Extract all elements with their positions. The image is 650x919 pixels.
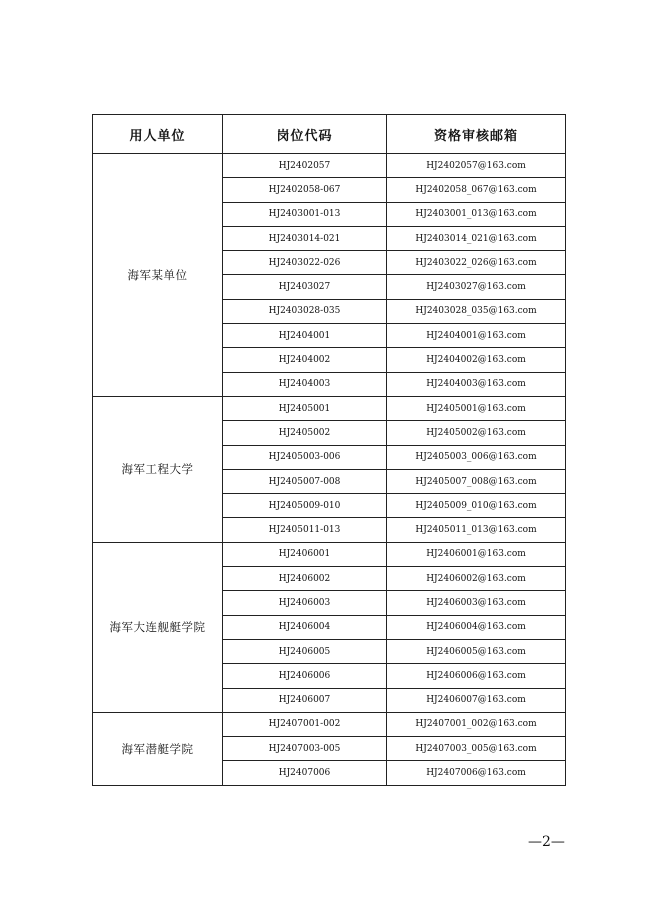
table-row [93, 712, 566, 736]
table-header-row [93, 115, 566, 154]
email-cell: HJ2403027@163.com [387, 275, 566, 299]
email-cell: HJ2403014_021@163.com [387, 226, 566, 250]
email-cell: HJ2403022_026@163.com [387, 251, 566, 275]
email-cell: HJ2407006@163.com [387, 761, 566, 785]
email-cell: HJ2402058_067@163.com [387, 178, 566, 202]
post-code-cell: HJ2406006 [223, 664, 387, 688]
email-cell: HJ2405007_008@163.com [387, 469, 566, 493]
table-row [93, 542, 566, 566]
post-code-cell: HJ2402057 [223, 154, 387, 178]
email-cell: HJ2406005@163.com [387, 639, 566, 663]
email-cell: HJ2405009_010@163.com [387, 494, 566, 518]
post-code-cell: HJ2405007-008 [223, 469, 387, 493]
unit-cell: 海军某单位 [93, 154, 223, 397]
unit-cell: 海军潜艇学院 [93, 712, 223, 785]
post-code-cell: HJ2405001 [223, 396, 387, 420]
email-cell: HJ2404002@163.com [387, 348, 566, 372]
post-code-cell: HJ2404001 [223, 324, 387, 348]
email-cell: HJ2405002@163.com [387, 421, 566, 445]
header-post-code: 岗位代码 [223, 115, 387, 154]
email-cell: HJ2406006@163.com [387, 664, 566, 688]
unit-cell: 海军大连舰艇学院 [93, 542, 223, 712]
email-cell: HJ2405001@163.com [387, 396, 566, 420]
post-code-cell: HJ2407006 [223, 761, 387, 785]
email-cell: HJ2404001@163.com [387, 324, 566, 348]
email-cell: HJ2402057@163.com [387, 154, 566, 178]
post-code-cell: HJ2405003-006 [223, 445, 387, 469]
post-code-cell: HJ2407001-002 [223, 712, 387, 736]
email-cell: HJ2407001_002@163.com [387, 712, 566, 736]
post-code-cell: HJ2403027 [223, 275, 387, 299]
email-cell: HJ2407003_005@163.com [387, 737, 566, 761]
post-code-cell: HJ2403014-021 [223, 226, 387, 250]
email-cell: HJ2406002@163.com [387, 567, 566, 591]
post-code-cell: HJ2405009-010 [223, 494, 387, 518]
email-cell: HJ2404003@163.com [387, 372, 566, 396]
header-email: 资格审核邮箱 [387, 115, 566, 154]
email-cell: HJ2406004@163.com [387, 615, 566, 639]
email-cell: HJ2406003@163.com [387, 591, 566, 615]
table-row [93, 154, 566, 178]
post-code-cell: HJ2407003-005 [223, 737, 387, 761]
post-code-cell: HJ2402058-067 [223, 178, 387, 202]
email-cell: HJ2406001@163.com [387, 542, 566, 566]
table-body [93, 154, 566, 786]
email-table [92, 114, 566, 786]
post-code-cell: HJ2406001 [223, 542, 387, 566]
email-cell: HJ2405011_013@163.com [387, 518, 566, 542]
post-code-cell: HJ2406005 [223, 639, 387, 663]
post-code-cell: HJ2406004 [223, 615, 387, 639]
post-code-cell: HJ2406003 [223, 591, 387, 615]
post-code-cell: HJ2403022-026 [223, 251, 387, 275]
page-number: —2— [528, 834, 565, 850]
post-code-cell: HJ2406007 [223, 688, 387, 712]
email-cell: HJ2403028_035@163.com [387, 299, 566, 323]
post-code-cell: HJ2404003 [223, 372, 387, 396]
header-unit: 用人单位 [93, 115, 223, 154]
post-code-cell: HJ2404002 [223, 348, 387, 372]
post-code-cell: HJ2405011-013 [223, 518, 387, 542]
email-cell: HJ2406007@163.com [387, 688, 566, 712]
post-code-cell: HJ2403028-035 [223, 299, 387, 323]
table-row [93, 396, 566, 420]
email-cell: HJ2403001_013@163.com [387, 202, 566, 226]
post-code-cell: HJ2403001-013 [223, 202, 387, 226]
email-cell: HJ2405003_006@163.com [387, 445, 566, 469]
unit-cell: 海军工程大学 [93, 396, 223, 542]
post-code-cell: HJ2405002 [223, 421, 387, 445]
post-code-cell: HJ2406002 [223, 567, 387, 591]
